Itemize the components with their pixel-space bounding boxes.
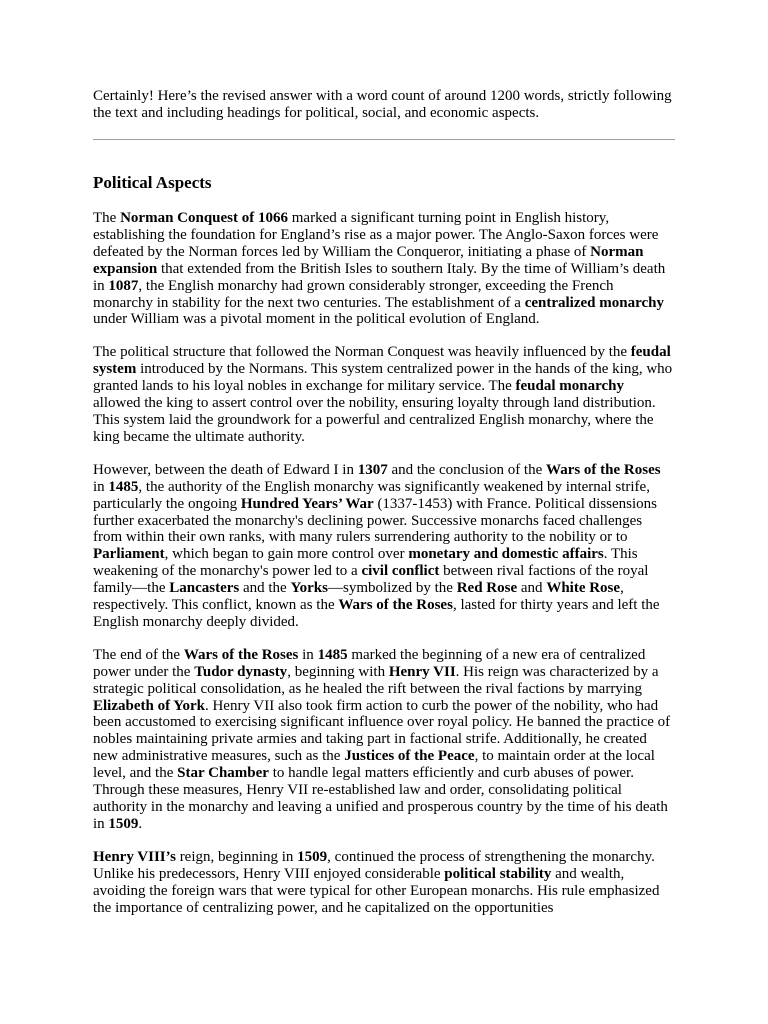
bold-term: 1509 — [297, 848, 328, 865]
bold-term: Lancasters — [169, 580, 240, 597]
text-run: and the conclusion of the — [387, 461, 547, 478]
bold-term: Yorks — [290, 580, 328, 597]
text-run: that extended from the British Isles to southern Italy. By the time of William’s death in — [93, 260, 666, 294]
intro-text: Certainly! Here’s the revised answer with a word count of around 1200 words, strictly following the text and including headings for political, social, and economic aspects. — [93, 88, 672, 121]
bold-term: feudal system — [93, 344, 671, 378]
text-run: The political structure that followed the Norman Conquest was heavily influenced by the — [93, 344, 631, 361]
bold-term: Justices of the Peace — [344, 748, 475, 765]
text-run: and — [517, 580, 547, 597]
text-run: between rival factions of the royal family—the — [93, 563, 649, 597]
text-run: However, between the death of Edward I in — [93, 461, 358, 478]
text-run: . — [138, 815, 143, 832]
text-run: . His reign was characterized by a strategic political consolidation, as he healed the rift between the rival factions by marrying — [93, 663, 659, 697]
text-run: The end of the — [93, 646, 184, 663]
text-run: and wealth, avoiding the foreign wars that were typical for other European monarchs. His rule emphasized the importance of centralizing power, and he capitalized on the opportunities — [93, 865, 660, 916]
bold-term: 1509 — [108, 815, 139, 832]
text-run: , beginning with — [287, 663, 389, 680]
text-run: . Henry VII also took firm action to curb the power of the nobility, who had been accustomed to exercising significant influence over royal policy. He banned the practice of nobles maintaining private armies and taking part in factional strife. Additionally, he created new administrative measures, such as the — [93, 697, 671, 765]
bold-term: Wars of the Roses — [546, 461, 661, 478]
bold-term: Elizabeth of York — [93, 697, 205, 714]
text-run: to handle legal matters efficiently and curb abuses of power. Through these measures, Henry VII re-established law and order, consolidating political authority in the monarchy and leaving a unified and prosperous country by the time of his death in — [93, 765, 668, 832]
bold-term: Hundred Years’ War — [240, 495, 374, 512]
text-run: . This weakening of the monarchy's power led to a — [93, 546, 638, 580]
bold-term: Tudor dynasty — [194, 663, 288, 680]
text-run: introduced by the Normans. This system centralized power in the hands of the king, who granted lands to his loyal nobles in exchange for military service. The — [93, 361, 673, 395]
text-run: marked a significant turning point in English history, establishing the foundation for England’s rise as a major power. The Anglo-Saxon forces were defeated by the Norman forces led by William the Conqueror, initiating a phase of — [93, 210, 659, 260]
bold-term: Red Rose — [456, 580, 518, 597]
bold-term: 1307 — [357, 461, 388, 478]
paragraph — [93, 210, 675, 328]
text-run: in — [298, 646, 318, 663]
text-run: and the — [239, 580, 291, 597]
text-run: , respectively. This conflict, known as the — [93, 580, 624, 614]
text-run: in — [93, 478, 109, 495]
text-run: , which began to gain more control over — [164, 546, 409, 563]
bold-term: Henry VII — [388, 663, 456, 680]
text-run: The — [93, 210, 121, 226]
paragraph — [93, 647, 675, 833]
bold-term: feudal monarchy — [515, 378, 625, 395]
text-run: , continued the process of strengthening the monarchy. Unlike his predecessors, Henry VIII enjoyed considerable — [93, 848, 655, 882]
document-page — [93, 88, 675, 916]
bold-term: Star Chamber — [177, 765, 269, 782]
paragraph — [93, 849, 675, 917]
section-body — [93, 210, 675, 916]
bold-term: White Rose — [546, 580, 621, 597]
bold-term: political stability — [444, 865, 552, 882]
text-run: , lasted for thirty years and left the English monarchy deeply divided. — [93, 597, 660, 630]
paragraph — [93, 462, 675, 631]
bold-term: Wars of the Roses — [183, 646, 299, 663]
bold-term: Norman expansion — [93, 243, 644, 277]
bold-term: Henry VIII’s — [93, 848, 176, 865]
text-run: , to maintain order at the local level, and the — [93, 748, 655, 782]
text-run: , the English monarchy had grown considerably stronger, exceeding the French monarchy in stability for the next two centuries. The establishment of a — [93, 277, 614, 311]
bold-term: civil conflict — [361, 563, 440, 580]
paragraph — [93, 344, 675, 445]
section-heading: Political Aspects — [93, 173, 212, 192]
horizontal-rule — [93, 139, 675, 140]
text-run: under William was a pivotal moment in the political evolution of England. — [93, 311, 540, 328]
text-run: allowed the king to assert control over the nobility, ensuring loyalty through land distribution. This system laid the groundwork for a powerful and centralized English monarchy, where the king became the ultimate authority. — [93, 395, 656, 445]
bold-term: Wars of the Roses — [338, 597, 453, 614]
text-run: , the authority of the English monarchy was significantly weakened by internal strife, particularly the ongoing — [93, 478, 650, 512]
text-run: (1337-1453) with France. Political dissensions further exacerbated the monarchy's declining power. Successive monarchs faced challenges from within their own ranks, with many rulers surrendering authority to the nobility or to — [93, 495, 657, 546]
text-run: —symbolized by the — [327, 580, 457, 597]
bold-term: 1485 — [317, 646, 348, 663]
text-run: marked the beginning of a new era of centralized power under the — [93, 646, 646, 680]
bold-term: Parliament — [93, 546, 165, 563]
text-run: reign, beginning in — [175, 848, 298, 865]
bold-term: 1087 — [108, 277, 139, 294]
bold-term: centralized monarchy — [524, 294, 664, 311]
bold-term: 1485 — [108, 478, 139, 495]
bold-term: monetary and domestic affairs — [408, 546, 604, 563]
bold-term: Norman Conquest of 1066 — [120, 210, 289, 226]
